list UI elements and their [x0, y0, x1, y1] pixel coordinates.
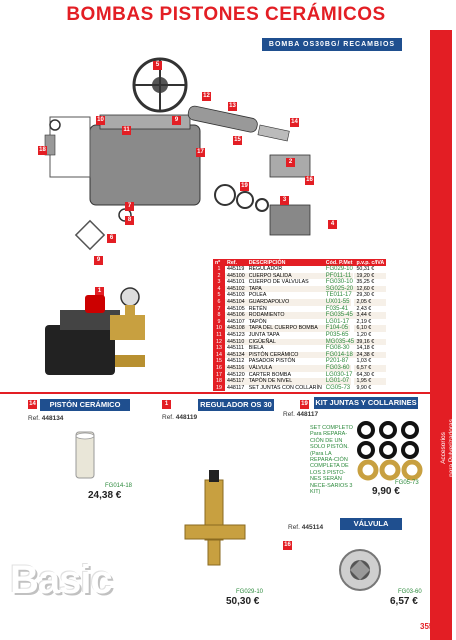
side-tab-label	[440, 418, 456, 478]
table-row	[213, 339, 386, 346]
row-ref: 445104	[227, 298, 245, 305]
row-number: 2	[213, 273, 225, 280]
callout-19: 19	[241, 183, 248, 189]
row-number: 4	[213, 286, 225, 293]
table-row	[213, 306, 386, 313]
table-row	[213, 292, 386, 299]
regulador-price: 50,30 €	[226, 596, 260, 607]
row-code: UX01-55	[325, 298, 350, 305]
row-ref: 445116	[225, 365, 247, 372]
row-code: CG05-73	[325, 384, 351, 391]
row-code: MG035-45	[325, 338, 355, 345]
row-description: PASADOR PISTÓN	[248, 358, 296, 365]
row-code: LG01-07	[325, 378, 350, 385]
row-price: 3,44 €	[354, 312, 386, 319]
regulador-title: REGULADOR OS 30	[198, 399, 274, 411]
regulador-badge: 1	[162, 400, 171, 409]
row-ref: 445108	[227, 325, 245, 332]
table-row	[213, 385, 386, 392]
row-price: 6,10 €	[354, 325, 386, 332]
row-description: POLEA	[248, 292, 267, 299]
row-number: 1	[213, 266, 225, 273]
row-ref: 445117	[225, 378, 247, 385]
row-price: 19,20 €	[354, 273, 386, 280]
table-row	[213, 352, 386, 359]
callout-6: 6	[107, 234, 116, 243]
row-description: SET JUNTAS CON COLLARÍN	[248, 384, 322, 391]
kit-price: 9,90 €	[372, 486, 400, 497]
row-description: VÁLVULA	[247, 365, 324, 372]
row-ref: 445101	[227, 279, 245, 286]
callout-9b: 9	[94, 256, 103, 265]
row-ref: 445110	[225, 339, 247, 346]
row-description: CARTER BOMBA	[248, 371, 291, 378]
row-price: 64,30 €	[356, 371, 375, 378]
callout-13: 13	[229, 103, 236, 109]
callout-17: 17	[197, 149, 204, 155]
table-row	[213, 319, 386, 326]
row-description: RODAMIENTO	[247, 312, 324, 319]
valvula-code: FG03-60	[398, 589, 422, 595]
row-code: LG030-17	[325, 371, 353, 378]
row-ref: 445102	[227, 285, 245, 292]
row-description: BIELA	[248, 345, 264, 352]
row-code: P035-65	[325, 331, 349, 338]
row-price: 50,31 €	[356, 266, 375, 272]
piston-ref: Ref. 448134	[28, 415, 64, 422]
table-row	[213, 372, 386, 379]
table-row	[213, 286, 386, 293]
valvula-badge: 16	[284, 542, 291, 548]
row-description: TAPA DEL CUERPO BOMBA	[247, 325, 324, 332]
table-row	[213, 279, 386, 286]
callout-9: 9	[172, 116, 181, 125]
row-code: F035-41	[325, 305, 349, 312]
side-tab	[430, 30, 452, 640]
row-number: 5	[213, 292, 225, 299]
row-price: 14,18 €	[356, 345, 375, 352]
row-number: 16	[213, 365, 225, 372]
kit-image	[356, 420, 424, 482]
row-code: LG01-17	[325, 318, 350, 325]
callout-5: 5	[153, 61, 162, 70]
row-number: 13	[213, 345, 225, 352]
row-ref: 445103	[227, 292, 245, 299]
row-ref: 445134	[227, 351, 245, 358]
kit-badge: 19	[301, 401, 308, 407]
row-code: FG08-30	[325, 345, 350, 352]
row-description: PISTÓN CERÁMICO	[247, 352, 324, 359]
page-number: 355	[420, 622, 434, 631]
subtitle-banner: BOMBA OS30BG/ RECAMBIOS	[262, 38, 402, 51]
pump-photo	[30, 275, 170, 390]
callout-4: 4	[328, 220, 337, 229]
side-tab-label-line2: para Pulverizadoras	[448, 419, 455, 477]
row-description: JUNTA TAPA	[248, 331, 280, 338]
row-code: F104-05	[325, 325, 349, 332]
row-number: 12	[213, 339, 225, 346]
section-divider	[0, 392, 430, 394]
parts-table	[213, 259, 386, 391]
kit-ref: Ref. 448117	[283, 411, 319, 418]
row-ref: 445106	[227, 312, 245, 319]
row-price: 9,90 €	[356, 384, 372, 391]
regulador-code: FG029-10	[236, 589, 264, 595]
piston-price: 24,38 €	[88, 490, 122, 501]
callout-12: 12	[203, 93, 210, 99]
kit-code: FG05-73	[395, 480, 419, 486]
col-price: p.v.p. c/IVA	[356, 259, 385, 266]
valvula-ref: Ref. 445114	[288, 524, 324, 531]
row-code: FG035-45	[325, 312, 353, 319]
row-description: TAPÓN	[248, 318, 267, 325]
table-row	[213, 325, 386, 332]
table-row	[213, 345, 386, 352]
row-price: 1,95 €	[354, 378, 386, 385]
col-description: DESCRIPCIÓN	[247, 259, 324, 266]
row-price: 24,38 €	[354, 352, 386, 359]
row-code: P201-87	[325, 358, 349, 365]
row-description: CIGÜEÑAL	[247, 339, 324, 346]
row-code: PF011-11	[325, 272, 352, 279]
basic-logo: Basic	[10, 558, 112, 602]
col-code: Cód. P.Met	[325, 259, 353, 266]
callout-16: 16	[306, 177, 313, 183]
valvula-price: 6,57 €	[390, 596, 418, 607]
row-code: TE011-17	[325, 292, 352, 299]
table-row	[213, 266, 386, 273]
row-number: 18	[213, 378, 225, 385]
row-number: 6	[213, 299, 225, 306]
callout-10: 10	[97, 117, 104, 123]
regulador-image	[175, 470, 255, 570]
row-code: FG03-60	[325, 364, 350, 371]
row-ref: 448117	[227, 384, 245, 391]
row-description: RETÉN	[248, 305, 267, 312]
row-number: 15	[213, 358, 225, 365]
row-price: 39,16 €	[354, 339, 386, 346]
exploded-pump-diagram	[30, 55, 330, 285]
callout-7: 7	[125, 202, 134, 211]
row-code: FG014-18	[325, 351, 353, 358]
row-ref: 445112	[227, 358, 245, 365]
valvula-image	[335, 545, 385, 595]
row-price: 1,03 €	[356, 358, 372, 365]
row-number: 7	[213, 306, 225, 313]
callout-1: 1	[95, 287, 104, 296]
row-description: CUERPO DE VÁLVULAS	[248, 279, 309, 286]
row-ref: 445123	[227, 331, 245, 338]
row-description: REGULADOR	[248, 266, 283, 272]
row-number: 17	[213, 372, 225, 379]
row-number: 9	[213, 319, 225, 326]
row-number: 11	[213, 332, 225, 339]
row-number: 19	[213, 385, 225, 392]
piston-code: FG014-18	[105, 483, 133, 489]
row-description: TAPÓN DE NIVEL	[247, 378, 324, 385]
piston-title: PISTÓN CERÁMICO	[40, 399, 130, 411]
row-description: TAPA	[247, 286, 324, 293]
row-ref: 445111	[227, 345, 244, 352]
row-number: 3	[213, 279, 225, 286]
row-ref: 445107	[227, 318, 245, 325]
callout-3: 3	[280, 196, 289, 205]
row-price: 2,43 €	[356, 305, 372, 312]
page-title: BOMBAS PISTONES CERÁMICOS	[66, 4, 386, 25]
kit-title: KIT JUNTAS Y COLLARINES	[315, 398, 417, 407]
row-number: 14	[213, 352, 225, 359]
table-row	[213, 299, 386, 306]
row-price: 12,60 €	[354, 286, 386, 293]
callout-11: 11	[123, 127, 130, 133]
col-number: nº	[213, 259, 225, 266]
row-code: SG025-20	[325, 285, 354, 292]
callout-18: 18	[39, 147, 46, 153]
row-ref: 445119	[227, 266, 245, 272]
kit-note: SET COMPLETO Para REPARA-CIÓN DE UN SOLO PISTÓN. (Para LA REPARA-CIÓN COMPLETA DE LOS 3 PISTO-NES SERÁN NECE-SARIOS 3 KIT)	[310, 425, 353, 496]
col-ref: Ref.	[225, 259, 247, 266]
valvula-title: VÁLVULA	[340, 518, 402, 530]
row-price: 1,20 €	[356, 331, 372, 338]
row-code: FG029-10	[325, 266, 353, 272]
table-row	[213, 358, 386, 365]
piston-badge: 14	[29, 401, 36, 407]
regulador-ref: Ref. 448119	[162, 414, 198, 421]
table-row	[213, 365, 386, 372]
row-price: 2,19 €	[356, 318, 372, 325]
callout-2: 2	[286, 158, 295, 167]
row-price: 6,57 €	[354, 365, 386, 372]
row-description: CUERPO SALIDA	[247, 273, 324, 280]
callout-14: 14	[291, 119, 298, 125]
piston-image	[72, 430, 98, 480]
row-ref: 445120	[227, 371, 245, 378]
row-code: FG030-10	[325, 279, 353, 286]
row-ref: 445100	[227, 272, 245, 279]
row-number: 8	[213, 312, 225, 319]
row-ref: 445105	[227, 305, 245, 312]
row-price: 29,30 €	[356, 292, 375, 299]
row-description: GUARDAPOLVO	[247, 299, 324, 306]
callout-8: 8	[125, 216, 134, 225]
row-number: 10	[213, 325, 225, 332]
row-price: 2,05 €	[354, 299, 386, 306]
table-row	[213, 312, 386, 319]
table-row	[213, 378, 386, 385]
side-tab-label-line1: Accesorios	[440, 432, 447, 464]
callout-15: 15	[234, 137, 241, 143]
row-price: 35,25 €	[356, 279, 375, 286]
table-row	[213, 332, 386, 339]
